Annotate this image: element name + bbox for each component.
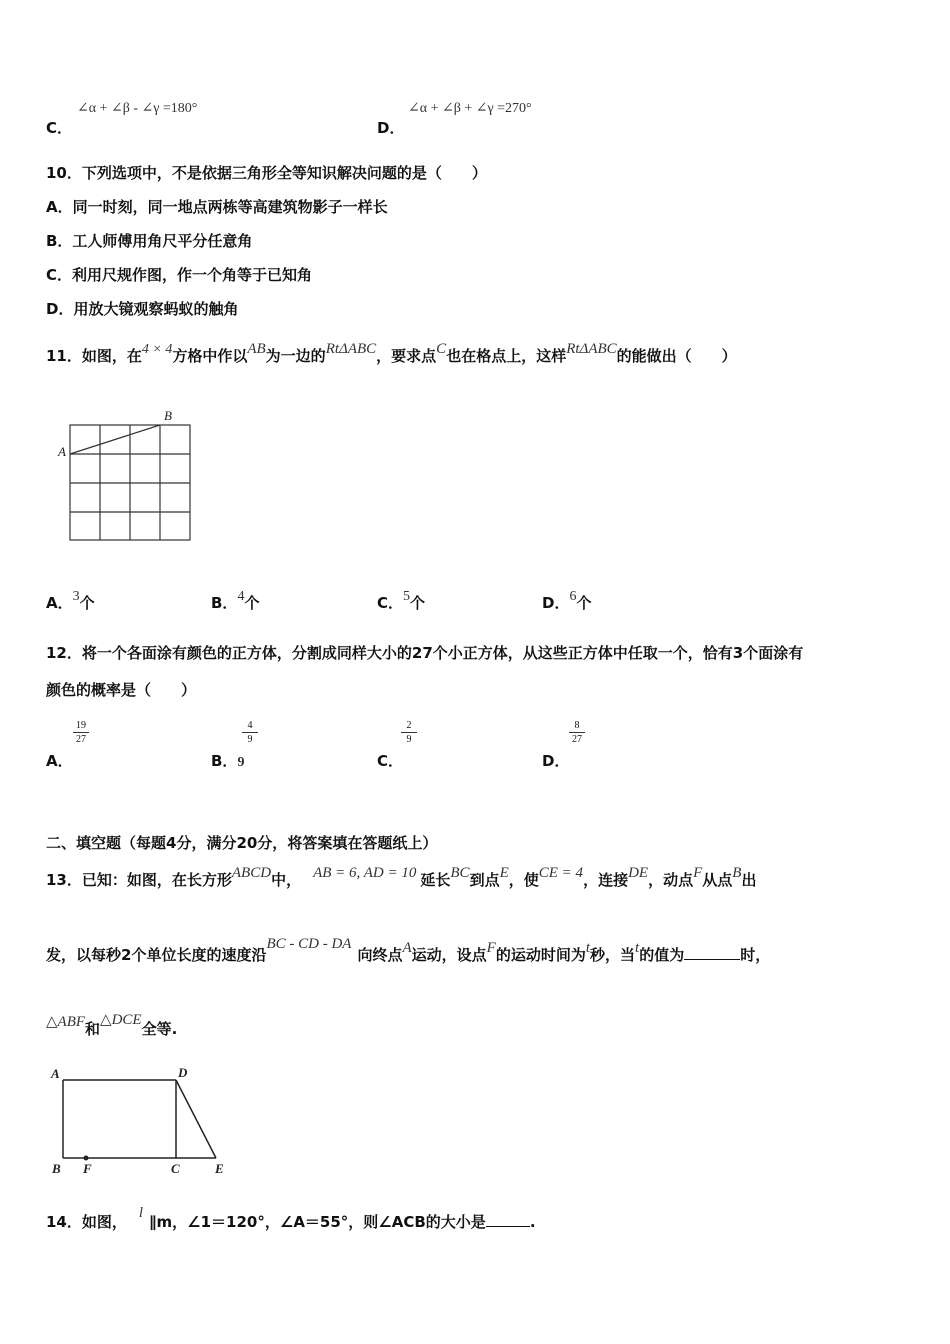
q11-option-d: D．6个 <box>542 589 592 612</box>
q13-rectangle-figure <box>45 1060 245 1180</box>
q13-line1: 13．已知：如图，在长方形ABCD中， AB = 6, AD = 10 延长BC到点E，使CE = 4，连接DE，动点F从点B出 <box>46 865 757 889</box>
q10-option-d: D．用放大镜观察蚂蚁的触角 <box>46 300 239 318</box>
q12-option-b-fraction: 4 9 <box>242 720 258 745</box>
q11-math-rt1: RtΔABC <box>325 341 377 357</box>
q10-option-b: B．工人师傅用角尺平分任意角 <box>46 232 253 250</box>
q11-point-a-label: A <box>58 444 66 459</box>
q11-option-b: B．4个 <box>211 589 260 612</box>
q11-segment-ab <box>70 425 160 454</box>
q13-label-f: F <box>83 1161 92 1176</box>
q12-option-c-fraction: 2 9 <box>401 720 417 745</box>
q11-math-rt2: RtΔABC <box>566 341 617 357</box>
q12-stem-line2: 颜色的概率是（ ） <box>46 681 197 699</box>
q11-stem: 11．如图，在4 × 4方格中作以AB为一边的RtΔABC，要求点C也在格点上，这样RtΔABC的能做出（ ） <box>46 341 737 365</box>
q10-option-a: A．同一时刻，同一地点两栋等高建筑物影子一样长 <box>46 198 388 216</box>
q12-option-d-label: D． <box>542 752 570 770</box>
q9-option-d-expression: ∠α + ∠β + ∠γ =270° <box>408 101 532 116</box>
q13-line3: △ABF和△DCE全等. <box>46 1012 178 1038</box>
q12-stem-line1: 12．将一个各面涂有颜色的正方体，分割成同样大小的27个小正方体，从这些正方体中任取一个，恰有3个面涂有 <box>46 644 804 662</box>
q13-label-c: C <box>171 1161 180 1176</box>
q11-grid-figure <box>50 400 210 550</box>
q11-option-a: A．3个 <box>46 589 95 612</box>
q12-option-a-label: A． <box>46 752 73 770</box>
q13-label-d: D <box>178 1065 188 1080</box>
q10-stem: 10．下列选项中，不是依据三角形全等知识解决问题的是（ ） <box>46 164 487 182</box>
q12-option-b-label: B．9 <box>211 752 245 770</box>
q10-option-c: C．利用尺规作图，作一个角等于已知角 <box>46 266 313 284</box>
q9-option-d-label: D． <box>377 119 405 137</box>
q12-option-a-fraction: 19 27 <box>73 720 89 745</box>
q11-math-ab: AB <box>247 341 266 357</box>
q12-option-c-label: C． <box>377 752 404 770</box>
q11-math-c: C <box>436 341 447 357</box>
q9-option-c-expression: ∠α + ∠β - ∠γ =180° <box>77 101 198 116</box>
q11-option-c: C．5个 <box>377 589 426 612</box>
q13-label-e: E <box>215 1161 224 1176</box>
q13-answer-blank[interactable] <box>684 945 740 960</box>
q13-line2: 发，以每秒2个单位长度的速度沿BC - CD - DA向终点A运动，设点F的运动时间为t秒，当t的值为 时， <box>46 936 771 964</box>
q9-option-c-label: C． <box>46 119 73 137</box>
q14-stem: 14．如图， l ∥m，∠1＝120°，∠A＝55°，则∠ACB的大小是 . <box>46 1205 536 1231</box>
q12-option-d-fraction: 8 27 <box>569 720 585 745</box>
q13-label-a: A <box>51 1066 60 1081</box>
q13-point-f-dot <box>84 1156 89 1161</box>
q11-point-b-label: B <box>164 408 172 423</box>
section2-heading: 二、填空题（每题4分，满分20分，将答案填在答题纸上） <box>46 834 438 852</box>
q14-answer-blank[interactable] <box>486 1212 530 1227</box>
q13-label-b: B <box>52 1161 61 1176</box>
q11-math-grid: 4 × 4 <box>141 342 173 357</box>
